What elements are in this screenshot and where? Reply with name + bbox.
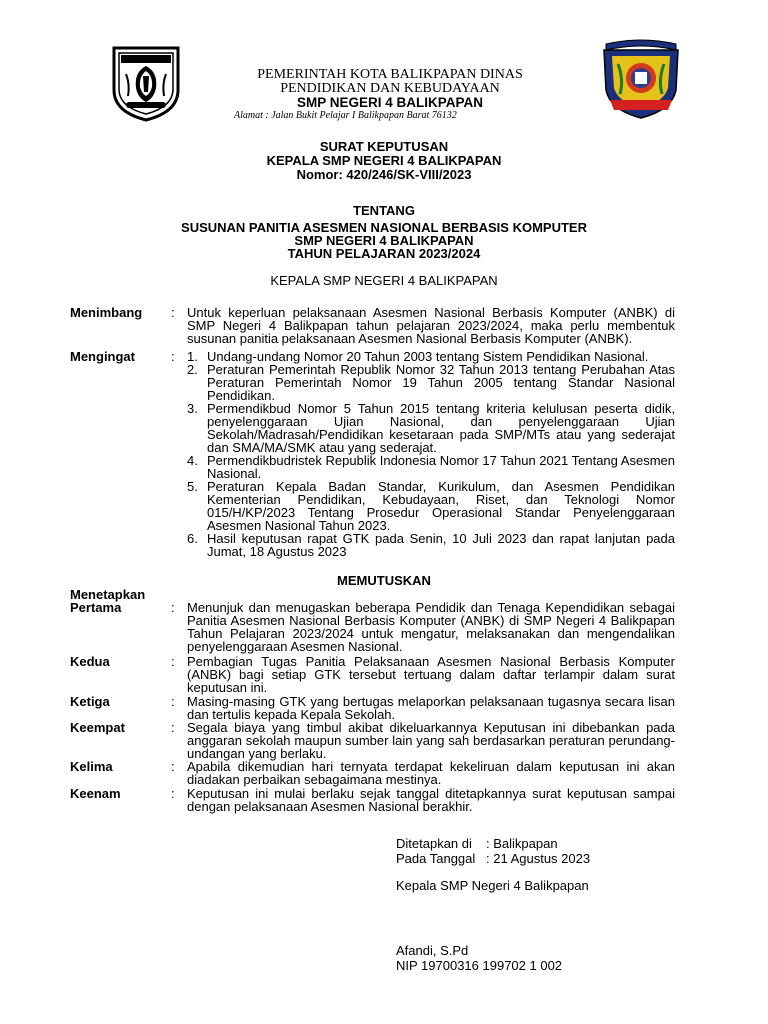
decision-text-pertama: Menunjuk dan menugaskan beberapa Pendidik dan Tenaga Kependidikan sebagai Panitia Asesmen Nasional Berbasis Komputer (ANBK) di SMP Negeri 4 Balikpapan Tahun Pelajaran 2023/2024 untuk mengatur, melaksanakan dan mengendalikan penyelenggaraan Asesmen Nasional. bbox=[187, 600, 675, 654]
decision-label-keempat: Keempat bbox=[70, 720, 125, 735]
signature-position: Kepala SMP Negeri 4 Balikpapan bbox=[396, 878, 589, 893]
decision-colon: : bbox=[171, 786, 175, 801]
list-item bbox=[187, 363, 675, 402]
doc-number: Nomor: 420/246/SK-VIII/2023 bbox=[296, 167, 472, 182]
list-number: 1. bbox=[187, 349, 198, 364]
decision-label-ketiga: Ketiga bbox=[70, 694, 110, 709]
list-number: 2. bbox=[187, 362, 198, 377]
decision-text-keempat: Segala biaya yang timbul akibat dikeluarkannya Keputusan ini dibebankan pada anggaran sekolah maupun sumber lain yang sah berdasarkan peraturan perundang-undangan yang berlaku. bbox=[187, 720, 675, 761]
tentang-heading: TENTANG bbox=[353, 203, 415, 218]
list-number: 6. bbox=[187, 531, 198, 546]
menetapkan-label: Menetapkan bbox=[70, 587, 146, 602]
decision-label-pertama: Pertama bbox=[70, 600, 122, 615]
list-item bbox=[187, 480, 675, 532]
mengingat-colon: : bbox=[171, 349, 175, 364]
list-text: Peraturan Kepala Badan Standar, Kurikulum, dan Asesmen Pendidikan Kementerian Pendidikan, Kebudayaan, Riset, dan Teknologi Nomor 015/H/KP/2023 Tentang Prosedur Operasional Standar Penyelenggaraan Asesmen Nasional Tahun 2023. bbox=[207, 479, 675, 533]
decision-text-kelima: Apabila dikemudian hari ternyata terdapat kekeliruan dalam keputusan ini akan diadakan perbaikan sebagaimana mestinya. bbox=[187, 759, 675, 787]
signatory-name: Afandi, S.Pd bbox=[396, 943, 469, 958]
list-text: Undang-undang Nomor 20 Tahun 2003 tentang Sistem Pendidikan Nasional. bbox=[207, 349, 649, 364]
list-number: 5. bbox=[187, 479, 198, 494]
menimbang-label: Menimbang bbox=[70, 305, 143, 320]
menimbang-text: Untuk keperluan pelaksanaan Asesmen Nasional Berbasis Komputer (ANBK) di SMP Negeri 4 Balikpapan tahun pelajaran 2023/2024, maka perlu membentuk susunan panitia pelaksanaan Asesmen Nasional Berbasis Komputer (ANBK). bbox=[187, 305, 675, 346]
list-text: Peraturan Pemerintah Republik Nomor 32 Tahun 2013 tentang Perubahan Atas Peraturan Pemerintah Nomor 19 Tahun 2005 tentang Standar Nasional Pendidikan. bbox=[207, 362, 675, 403]
signature-place bbox=[396, 836, 558, 852]
doc-issuer-title: KEPALA SMP NEGERI 4 BALIKPAPAN bbox=[266, 153, 502, 168]
list-text: Permendikbud Nomor 5 Tahun 2015 tentang kriteria kelulusan peserta didik, penyelenggaraan Ujian Nasional, dan penyelenggaraan Ujian Sekolah/Madrasah/Pendidikan kesetaraan pada SMP/MTs atau yang sederajat dan SMA/MA/SMK atau yang sederajat. bbox=[207, 401, 675, 455]
subject-line2: SMP NEGERI 4 BALIKPAPAN bbox=[294, 233, 474, 248]
place-label: Ditetapkan di bbox=[396, 836, 472, 851]
school-emblem-logo bbox=[596, 36, 686, 122]
decision-colon: : bbox=[171, 759, 175, 774]
memutuskan-heading: MEMUTUSKAN bbox=[337, 573, 431, 588]
letterhead-address: Alamat : Jalan Bukit Pelajar I Balikpapan Barat 76132 bbox=[234, 110, 457, 121]
decision-label-kelima: Kelima bbox=[70, 759, 113, 774]
list-text: Permendikbudristek Republik Indonesia Nomor 17 Tahun 2021 Tentang Asesmen Nasional. bbox=[207, 453, 675, 481]
decision-colon: : bbox=[171, 600, 175, 615]
letterhead-line1: PEMERINTAH KOTA BALIKPAPAN DINAS bbox=[257, 67, 523, 82]
letterhead-line2: PENDIDIKAN DAN KEBUDAYAAN bbox=[280, 81, 500, 96]
decision-text-kedua: Pembagian Tugas Panitia Pelaksanaan Asesmen Nasional Berbasis Komputer (ANBK) bagi setiap GTK tersebut tertuang dalam daftar terlampir dalam surat keputusan ini. bbox=[187, 654, 675, 695]
list-text: Hasil keputusan rapat GTK pada Senin, 10 Juli 2023 dan rapat lanjutan pada Jumat, 18 Agustus 2023 bbox=[207, 531, 675, 559]
subject-line3: TAHUN PELAJARAN 2023/2024 bbox=[287, 246, 481, 261]
decision-text-keenam: Keputusan ini mulai berlaku sejak tanggal ditetapkannya surat keputusan sampai dengan pelaksanaan Asesmen Nasional berakhir. bbox=[187, 786, 675, 814]
mengingat-label: Mengingat bbox=[70, 349, 135, 364]
decision-colon: : bbox=[171, 654, 175, 669]
date-label: Pada Tanggal bbox=[396, 851, 476, 866]
list-item bbox=[187, 454, 675, 480]
menimbang-colon: : bbox=[171, 305, 175, 320]
decision-text-ketiga: Masing-masing GTK yang bertugas melaporkan pelaksanaan tugasnya secara lisan dan tertulis kepada Kepala Sekolah. bbox=[187, 694, 675, 722]
signatory-nip: NIP 19700316 199702 1 002 bbox=[396, 958, 563, 973]
signature-date bbox=[396, 851, 590, 867]
list-item bbox=[187, 402, 675, 454]
mengingat-list bbox=[187, 350, 675, 558]
list-item bbox=[187, 532, 675, 558]
letterhead-school: SMP NEGERI 4 BALIKPAPAN bbox=[296, 95, 484, 110]
decision-colon: : bbox=[171, 694, 175, 709]
subject-line1: SUSUNAN PANITIA ASESMEN NASIONAL BERBASIS KOMPUTER bbox=[181, 220, 587, 235]
date-value: : 21 Agustus 2023 bbox=[486, 851, 591, 866]
place-value: : Balikpapan bbox=[486, 836, 558, 851]
issuer-heading: KEPALA SMP NEGERI 4 BALIKPAPAN bbox=[270, 273, 498, 288]
city-emblem-logo bbox=[108, 44, 184, 122]
decision-label-keenam: Keenam bbox=[70, 786, 121, 801]
list-number: 3. bbox=[187, 401, 198, 416]
decision-label-kedua: Kedua bbox=[70, 654, 110, 669]
list-number: 4. bbox=[187, 453, 198, 468]
decision-colon: : bbox=[171, 720, 175, 735]
doc-type: SURAT KEPUTUSAN bbox=[319, 139, 449, 154]
